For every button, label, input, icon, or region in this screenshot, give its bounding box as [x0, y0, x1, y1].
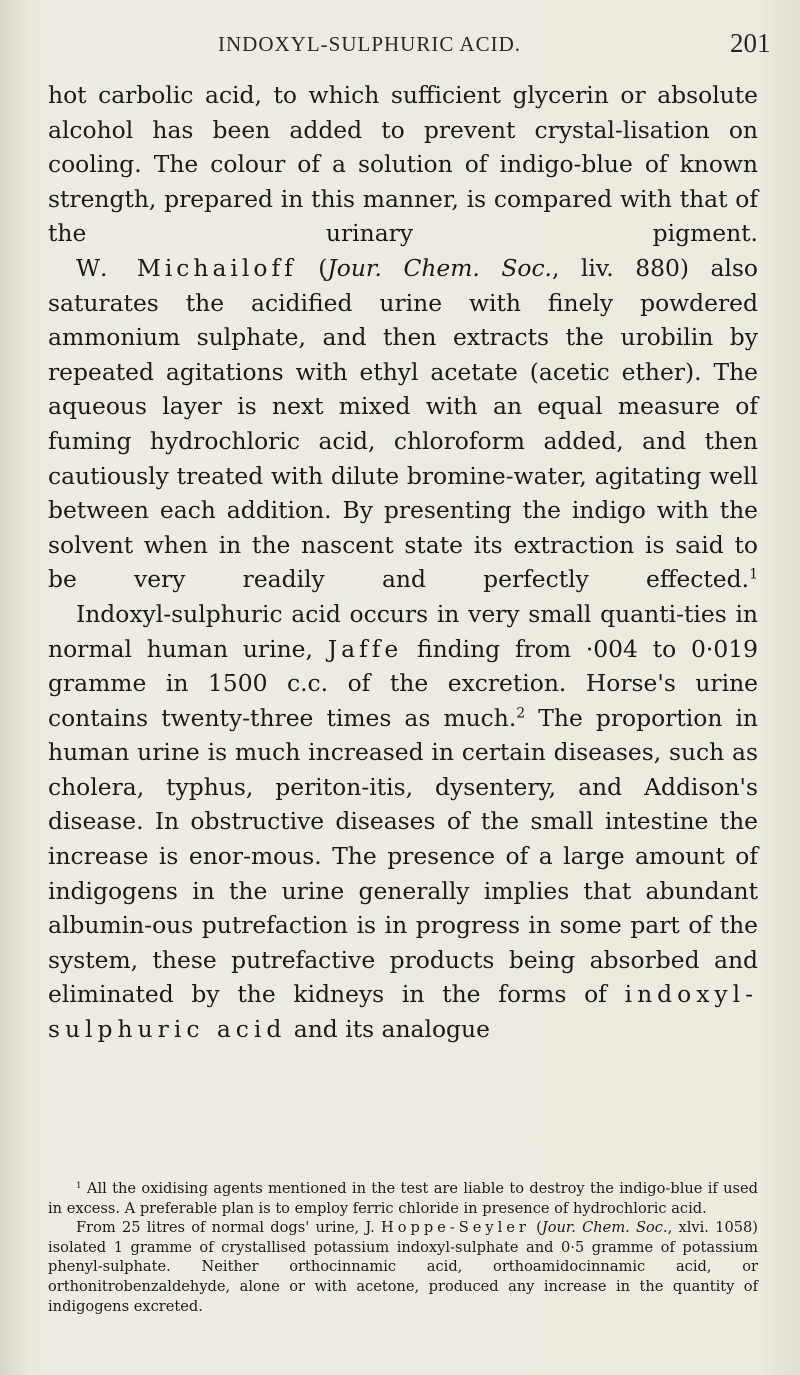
footnote-1: $^1$ All the oxidising agents mentioned in the test are liable to destroy the indigo-blue if used in excess. A preferable plan is to employ ferric chloride in presence of hydrochloric acid.	[48, 1180, 758, 1217]
running-title: INDOXYL-SULPHURIC ACID.	[218, 32, 522, 56]
author-hoppe-seyler: Hoppe-Seyler	[380, 1219, 530, 1237]
term-indoxyl-sulphuric-acid: indoxyl-sulphuric acid	[48, 980, 758, 1044]
page-header	[0, 28, 800, 68]
footnote-ref-2: 2	[516, 705, 526, 722]
footnote-ref-1: 1	[749, 566, 758, 583]
journal-ref-2: Jour. Chem. Soc.	[541, 1219, 668, 1237]
footnote-mark-1: 1	[76, 1180, 82, 1191]
footnote-2: From 25 litres of normal dogs' urine, J. Hoppe-Seyler (Jour. Chem. Soc., xlvi. 1058) isolated 1 gramme of crystallised potassium indoxyl-sulphate and 0·5 gramme of potassium phenyl-sulphate. Neither orthocinnamic acid, orthoamidocinnamic acid, or orthonitrobenzaldehyde, alone or with acetone, produced any increase in the quantity of indigogens excreted.	[48, 1219, 758, 1315]
body-text	[48, 78, 758, 1047]
paragraph-2: W. Michailoff (Jour. Chem. Soc., liv. 880) also saturates the acidified urine with finely powdered ammonium sulphate, and then extracts the urobilin by repeated agitations with ethyl acetate (acetic ether). The aqueous layer is next mixed with an equal measure of fuming hydrochloric acid, chloroform added, and then cautiously treated with dilute bromine-water, agitating well between each addition. By presenting the indigo with the solvent when in the nascent state its extraction is said to be very readily and perfectly effected.$^1$	[48, 253, 758, 594]
page-number: 201	[730, 28, 771, 58]
author-jaffe: Jaffe	[327, 634, 403, 663]
author-michailoff: W. Michailoff	[76, 253, 297, 282]
footnotes	[48, 1179, 758, 1316]
paragraph-1: hot carbolic acid, to which sufficient glycerin or absolute alcohol has been added to prevent crystal-lisation on cooling. The colour of a solution of indigo-blue of known strength, prepared in this manner, is compared with that of the urinary pigment.	[48, 81, 758, 248]
journal-ref: Jour. Chem. Soc.	[327, 253, 552, 282]
paragraph-3: Indoxyl-sulphuric acid occurs in very small quanti-ties in normal human urine, Jaffe finding from ·004 to 0·019 gramme in 1500 c.c. of the excretion. Horse's urine contains twenty-three times as much.$^2$ The proportion in human urine is much increased in certain diseases, such as cholera, typhus, periton-itis, dysentery, and Addison's disease. In obstructive diseases of the small intestine the increase is enor-mous. The presence of a large amount of indigogens in the urine generally implies that abundant albumin-ous putrefaction is in progress in some part of the system, these putrefactive products being absorbed and eliminated by the kidneys in the forms of indoxyl-sulphuric acid and its analogue	[48, 599, 758, 1044]
